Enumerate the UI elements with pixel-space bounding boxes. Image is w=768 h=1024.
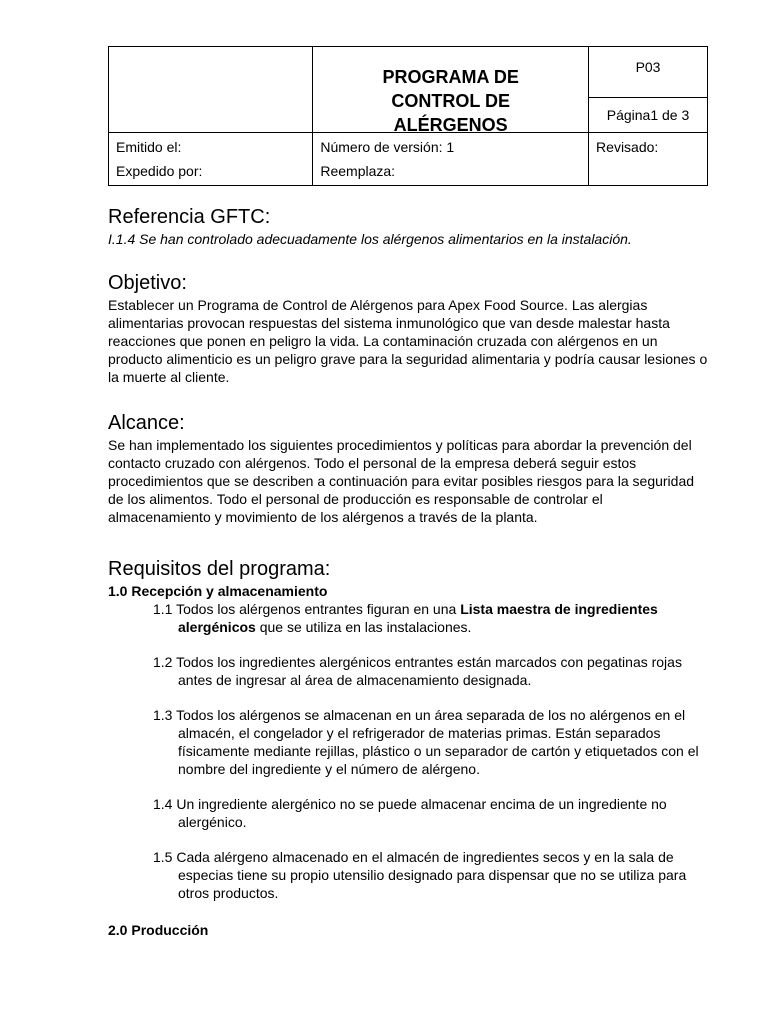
document-body xyxy=(108,204,708,939)
title-line-1: PROGRAMA DE xyxy=(382,67,519,87)
section-alcance xyxy=(108,410,708,526)
document-title-cell xyxy=(313,47,589,133)
expedido-label: Expedido por: xyxy=(116,163,203,179)
subsection-recepcion: 1.0 Recepción y almacenamiento xyxy=(108,583,328,599)
section-objetivo xyxy=(108,270,708,386)
objetivo-text: Establecer un Programa de Control de Alérgenos para Apex Food Source. Las alergias alimentarias provocan respuestas del sistema inmunológico que van desde malestar hasta reacciones que ponen en peligro la vida. La contaminación cruzada con alérgenos en un producto alimenticio es un peligro grave para la seguridad alimentaria y podría causar lesiones o la muerte al cliente. xyxy=(108,297,708,385)
reemplaza-label: Reemplaza: xyxy=(320,163,396,179)
subsection-produccion: 2.0 Producción xyxy=(108,922,209,938)
item-1-1-text-bold: Lista maestra de ingredientes alergénicos xyxy=(178,601,658,635)
section-requisitos xyxy=(108,556,708,939)
requirement-item-1-3: 1.3 Todos los alérgenos se almacenan en un área separada de los no alérgenos en el almacén, el congelador y el refrigerador de materias primas. Están separados físicamente mediante rejillas, plástico o un separador de cartón y etiquetados con el nombre del ingrediente y el número de alérgeno. xyxy=(153,707,699,777)
section-referencia xyxy=(108,204,708,248)
requirement-item-1-1 xyxy=(153,600,708,636)
title-line-3: ALÉRGENOS xyxy=(393,115,508,131)
logo-cell xyxy=(109,47,313,133)
issue-info-cell xyxy=(109,133,313,186)
document-code: P03 xyxy=(589,47,708,98)
revisado-label: Revisado: xyxy=(596,139,659,155)
requisitos-heading: Requisitos del programa: xyxy=(108,558,331,580)
referencia-heading: Referencia GFTC: xyxy=(108,206,271,228)
version-label: Número de versión: 1 xyxy=(320,139,455,155)
version-info-cell xyxy=(313,133,589,186)
item-1-1-text-post: que se utiliza en las instalaciones. xyxy=(255,619,472,635)
document-title xyxy=(376,65,526,131)
requirement-item-1-5: 1.5 Cada alérgeno almacenado en el almacén de ingredientes secos y en la sala de especias tiene su propio utensilio designado para dispensar que no se utiliza para otros productos. xyxy=(153,849,687,901)
alcance-text: Se han implementado los siguientes procedimientos y políticas para abordar la prevención del contacto cruzado con alérgenos. Todo el personal de la empresa deberá seguir estos procedimientos que se describen a continuación para evitar posibles riesgos para la seguridad de los alimentos. Todo el personal de producción es responsable de controlar el almacenamiento y movimiento de los alérgenos a través de la planta. xyxy=(108,437,695,525)
referencia-text: I.1.4 Se han controlado adecuadamente los alérgenos alimentarios en la instalación. xyxy=(108,231,632,247)
requirement-item-1-2: 1.2 Todos los ingredientes alergénicos entrantes están marcados con pegatinas rojas antes de ingresar al área de almacenamiento designada. xyxy=(153,654,682,688)
objetivo-heading: Objetivo: xyxy=(108,272,187,294)
page-number: Página1 de 3 xyxy=(589,98,708,133)
emitido-label: Emitido el: xyxy=(116,139,182,155)
item-1-1-text-pre: 1.1 Todos los alérgenos entrantes figuran en una xyxy=(153,601,461,617)
requirement-item-1-4: 1.4 Un ingrediente alergénico no se puede almacenar encima de un ingrediente no alergénico. xyxy=(153,796,667,830)
revision-info-cell xyxy=(589,133,708,186)
document-header-table xyxy=(108,46,708,186)
alcance-heading: Alcance: xyxy=(108,412,185,434)
title-line-2: CONTROL DE xyxy=(391,91,511,111)
